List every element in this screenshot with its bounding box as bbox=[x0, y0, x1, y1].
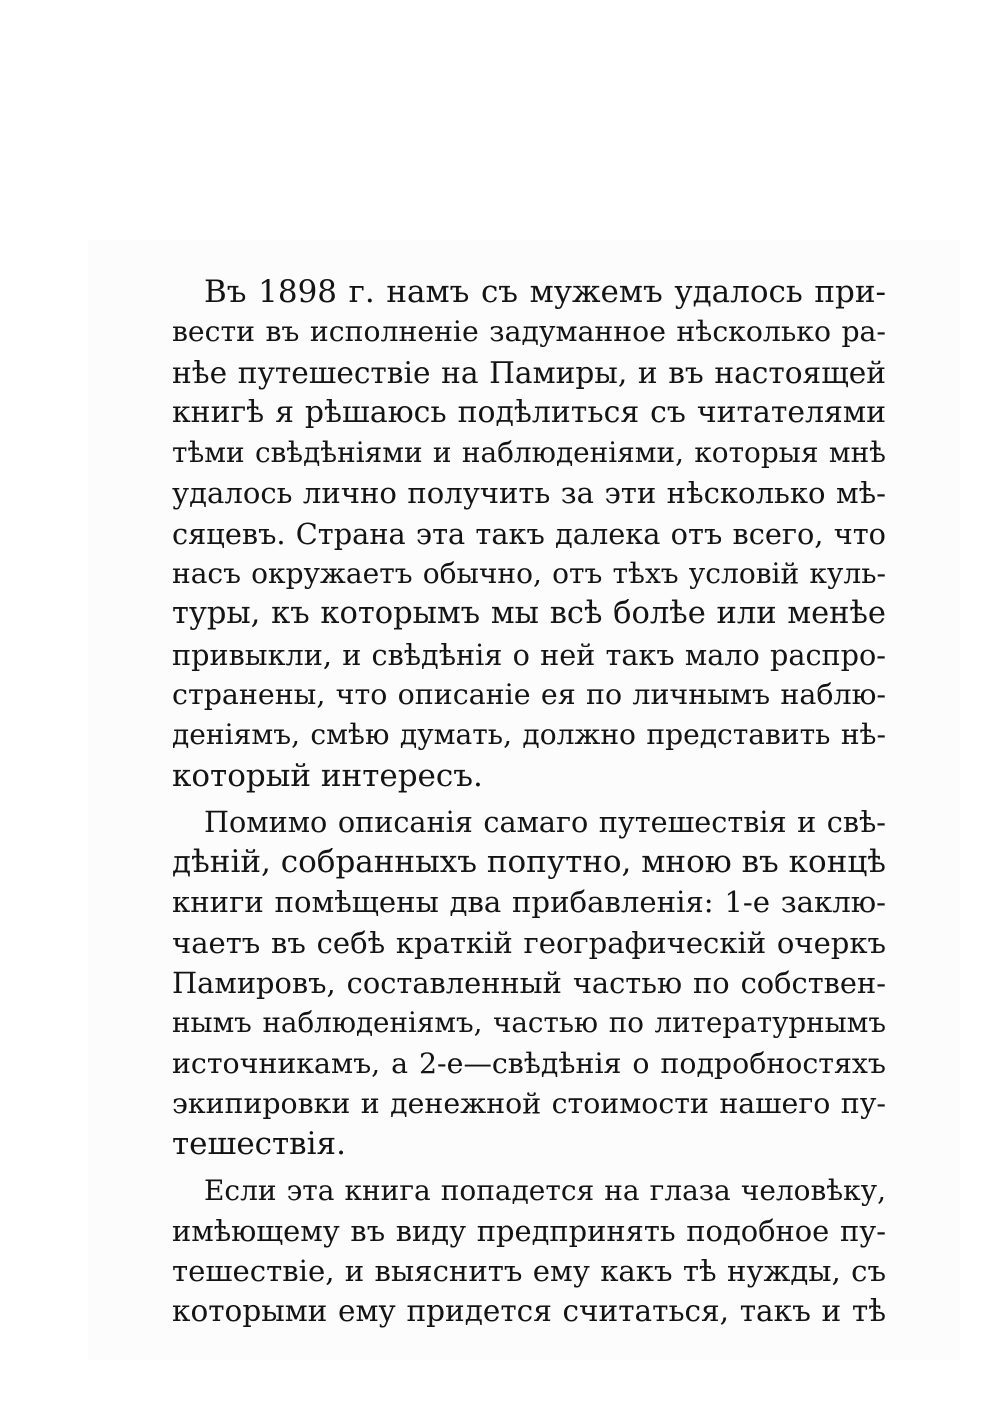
text-line: насъ окружаетъ обычно, отъ тѣхъ условій куль- bbox=[172, 557, 886, 591]
text-line: дѣній, собранныхъ попутно, мною въ концѣ bbox=[172, 844, 886, 881]
body-text bbox=[172, 272, 886, 1332]
text-line: имѣющему въ виду предпринять подобное пу- bbox=[172, 1213, 886, 1248]
text-line: тешествіе, и выяснитъ ему какъ тѣ нужды, съ bbox=[172, 1254, 886, 1289]
text-line: которыми ему придется считаться, такъ и тѣ bbox=[172, 1294, 886, 1329]
text-line: деніямъ, смѣю думать, должно представить нѣ- bbox=[172, 718, 886, 752]
text-line: нѣе путешествіе на Памиры, и въ настоящей bbox=[172, 355, 886, 390]
text-line: экипировки и денежной стоимости нашего пу- bbox=[172, 1086, 886, 1120]
text-line: который интересъ. bbox=[172, 757, 483, 794]
text-line: Въ 1898 г. намъ съ мужемъ удалось при- bbox=[204, 274, 886, 310]
text-line: Помимо описанія самаго путешествія и свѣ- bbox=[204, 804, 886, 839]
paragraph-1 bbox=[172, 272, 886, 796]
text-line: вести въ исполненіе задуманное нѣсколько ра- bbox=[172, 315, 886, 349]
text-line: тѣми свѣдѣніями и наблюденіями, которыя мнѣ bbox=[172, 436, 886, 470]
text-line: источникамъ, а 2-е—свѣдѣнія о подробностяхъ bbox=[172, 1046, 886, 1080]
text-line: книгѣ я рѣшаюсь подѣлиться съ читателями bbox=[172, 394, 886, 430]
text-line: странены, что описаніе ея по личнымъ наблю- bbox=[172, 677, 886, 711]
paragraph-3 bbox=[172, 1171, 886, 1332]
paragraph-2 bbox=[172, 802, 886, 1165]
text-line: туры, къ которымъ мы всѣ болѣе или менѣе bbox=[172, 596, 886, 632]
text-line: привыкли, и свѣдѣнія о ней такъ мало распро- bbox=[172, 637, 886, 672]
text-line: книги помѣщены два прибавленія: 1-е заклю- bbox=[172, 885, 886, 920]
text-line: сяцевъ. Страна эта такъ далека отъ всего, что bbox=[172, 516, 886, 551]
text-line: Если эта книга попадется на глаза человѣку, bbox=[204, 1173, 886, 1207]
text-line: тешествія. bbox=[172, 1126, 346, 1163]
text-line: чаетъ въ себѣ краткій географическій очеркъ bbox=[172, 925, 886, 960]
text-line: Памировъ, составленный частью по собствен- bbox=[172, 966, 886, 1001]
text-line: удалось лично получить за эти нѣсколько мѣ- bbox=[172, 476, 886, 511]
text-line: нымъ наблюденіямъ, частью по литературнымъ bbox=[172, 1006, 886, 1040]
